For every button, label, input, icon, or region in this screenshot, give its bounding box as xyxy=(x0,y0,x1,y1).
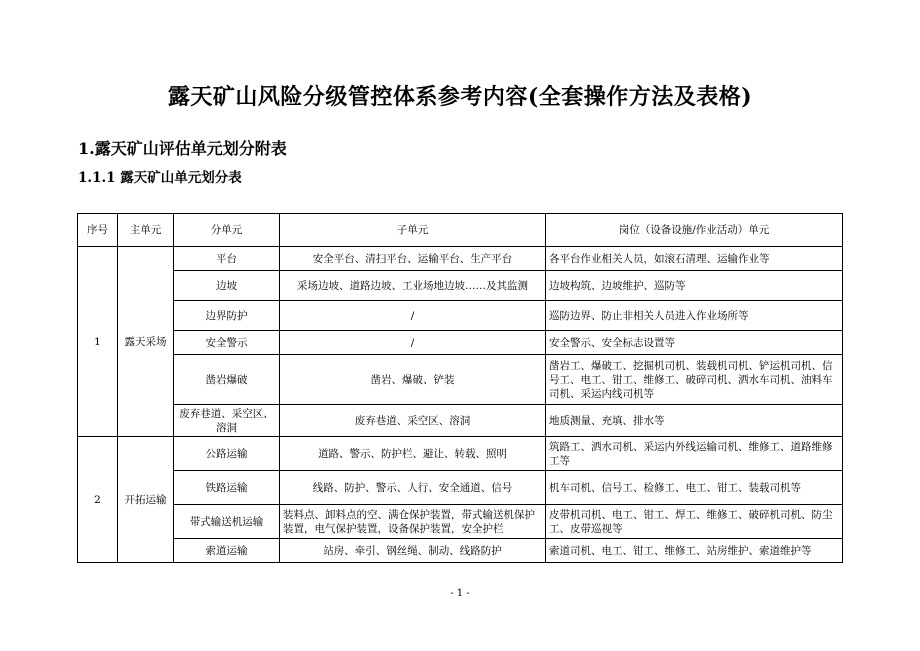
sub-unit: 边坡 xyxy=(174,271,280,301)
main-unit: 露天采场 xyxy=(118,247,174,437)
child-unit: / xyxy=(280,331,546,355)
row-number: 1 xyxy=(78,247,118,437)
sub-unit: 废弃巷道、采空区、溶洞 xyxy=(174,405,280,437)
child-unit: / xyxy=(280,301,546,331)
main-unit: 开拓运输 xyxy=(118,437,174,563)
post-unit: 凿岩工、爆破工、挖掘机司机、装载机司机、铲运机司机、信号工、电工、钳工、维修工、破碎司机、洒水车司机、油料车司机、采运内线司机等 xyxy=(546,355,843,405)
table-row xyxy=(78,405,843,437)
post-unit: 边坡构筑、边坡维护、巡防等 xyxy=(546,271,843,301)
table-row xyxy=(78,271,843,301)
post-unit: 机车司机、信号工、检修工、电工、钳工、装载司机等 xyxy=(546,471,843,505)
table-row xyxy=(78,247,843,271)
header-main-unit: 主单元 xyxy=(118,214,174,247)
table-row xyxy=(78,301,843,331)
sub-unit: 铁路运输 xyxy=(174,471,280,505)
post-unit: 巡防边界、防止非相关人员进入作业场所等 xyxy=(546,301,843,331)
sub-unit: 平台 xyxy=(174,247,280,271)
sub-unit: 索道运输 xyxy=(174,539,280,563)
table-row xyxy=(78,331,843,355)
row-number: 2 xyxy=(78,437,118,563)
child-unit: 站房、牵引、钢丝绳、制动、线路防护 xyxy=(280,539,546,563)
post-unit: 安全警示、安全标志设置等 xyxy=(546,331,843,355)
sub-unit: 公路运输 xyxy=(174,437,280,471)
document-title: 露天矿山风险分级管控体系参考内容(全套操作方法及表格) xyxy=(167,84,753,110)
child-unit: 采场边坡、道路边坡、工业场地边坡……及其监测 xyxy=(280,271,546,301)
table-row xyxy=(78,471,843,505)
sub-unit: 凿岩爆破 xyxy=(174,355,280,405)
post-unit: 各平台作业相关人员，如滚石清理、运输作业等 xyxy=(546,247,843,271)
child-unit: 线路、防护、警示、人行、安全通道、信号 xyxy=(280,471,546,505)
sub-unit: 安全警示 xyxy=(174,331,280,355)
subsection-heading: 1.1.1 露天矿山单元划分表 xyxy=(78,170,242,186)
child-unit: 装料点、卸料点的空、满仓保护装置，带式输送机保护装置，电气保护装置，设备保护装置，安全护栏 xyxy=(280,505,546,539)
table-row xyxy=(78,505,843,539)
child-unit: 道路、警示、防护栏、避让、转载、照明 xyxy=(280,437,546,471)
post-unit: 筑路工、洒水司机、采运内外线运输司机、维修工、道路维修工等 xyxy=(546,437,843,471)
section-heading: 1.露天矿山评估单元划分附表 xyxy=(78,139,287,158)
table-row xyxy=(78,437,843,471)
sub-unit: 边界防护 xyxy=(174,301,280,331)
child-unit: 安全平台、清扫平台、运输平台、生产平台 xyxy=(280,247,546,271)
child-unit: 凿岩、爆破、铲装 xyxy=(280,355,546,405)
header-child-unit: 子单元 xyxy=(280,214,546,247)
post-unit: 地质测量、充填、排水等 xyxy=(546,405,843,437)
sub-unit: 带式输送机运输 xyxy=(174,505,280,539)
header-no: 序号 xyxy=(78,214,118,247)
post-unit: 皮带机司机、电工、钳工、焊工、维修工、破碎机司机、防尘工、皮带巡视等 xyxy=(546,505,843,539)
table-row xyxy=(78,539,843,563)
post-unit: 索道司机、电工、钳工、维修工、站房维护、索道维护等 xyxy=(546,539,843,563)
table-row xyxy=(78,355,843,405)
table-header-row xyxy=(78,214,843,247)
header-post-unit: 岗位（设备设施/作业活动）单元 xyxy=(546,214,843,247)
child-unit: 废弃巷道、采空区、溶洞 xyxy=(280,405,546,437)
unit-division-table xyxy=(77,213,843,563)
header-sub-unit: 分单元 xyxy=(174,214,280,247)
page-number: - 1 - xyxy=(450,588,470,599)
